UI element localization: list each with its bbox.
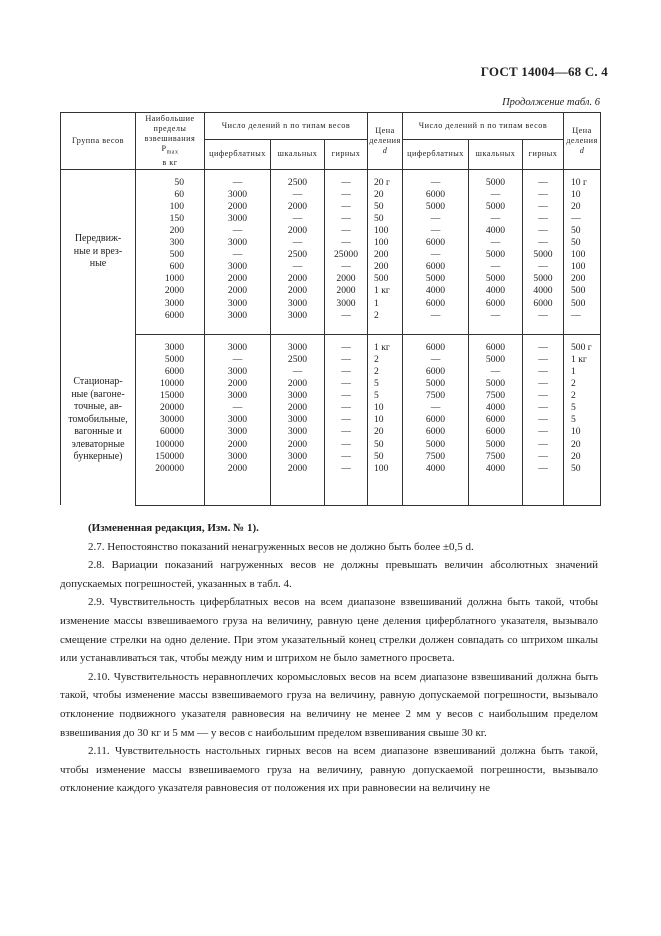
table-cell: 100 <box>368 237 403 249</box>
header-dial-a: циферблатных <box>205 140 271 170</box>
table-cell: 2000 <box>271 273 325 285</box>
table-cell: — <box>271 213 325 225</box>
table-cell: — <box>205 249 271 261</box>
table-cell: 3000 <box>205 189 271 201</box>
table-cell: 5000 <box>403 378 469 390</box>
table-cell: 5 <box>368 378 403 390</box>
table-row <box>61 378 601 390</box>
table-cell: 20000 <box>136 402 205 414</box>
table-cell: 6000 <box>403 426 469 438</box>
table-cell: 2000 <box>205 439 271 451</box>
table-cell: 25000 <box>325 249 368 261</box>
table-row <box>61 189 601 201</box>
table-cell: 2000 <box>271 225 325 237</box>
table-cell: 500 г <box>564 342 601 354</box>
table-cell: 2000 <box>205 201 271 213</box>
table-cell: 5000 <box>403 201 469 213</box>
table-cell: — <box>325 225 368 237</box>
table-cell: 50 <box>368 213 403 225</box>
table-cell: — <box>271 189 325 201</box>
table-cell: — <box>325 439 368 451</box>
table-cell: 6000 <box>403 261 469 273</box>
table-cell: — <box>325 366 368 378</box>
table-cell: 10 <box>368 402 403 414</box>
table-cell: 2 <box>368 354 403 366</box>
table-cell: 10 <box>368 414 403 426</box>
table-cell: — <box>523 177 564 189</box>
table-cell: — <box>523 390 564 402</box>
table-row <box>61 439 601 451</box>
table-cell: 1 <box>564 366 601 378</box>
spacer-row <box>61 169 601 177</box>
table-cell: — <box>564 310 601 322</box>
table-cell: 2500 <box>271 354 325 366</box>
table-cell: — <box>271 366 325 378</box>
table-cell: 4000 <box>523 285 564 297</box>
table-cell: 20 <box>564 451 601 463</box>
table-cell: — <box>523 426 564 438</box>
table-body <box>61 169 601 505</box>
table-cell: — <box>523 463 564 475</box>
table-cell: 3000 <box>205 237 271 249</box>
table-cell: 3000 <box>205 366 271 378</box>
table-cell: 20 <box>564 201 601 213</box>
page-header: ГОСТ 14004—68 С. 4 <box>480 64 608 79</box>
table-cell: 2500 <box>271 249 325 261</box>
table-cell: 5000 <box>469 201 523 213</box>
header-dial-b: циферблатных <box>403 140 469 170</box>
table-cell: 200 <box>368 249 403 261</box>
table-cell: — <box>403 213 469 225</box>
table-cell: — <box>469 261 523 273</box>
table-cell: 60 <box>136 189 205 201</box>
table-cell: 500 <box>136 249 205 261</box>
table-cell: 150 <box>136 213 205 225</box>
table-cell: 50 <box>564 237 601 249</box>
table-cell: 5000 <box>469 354 523 366</box>
table-cell: 1 кг <box>368 342 403 354</box>
edition-note: (Измененная редакция, Изм. № 1). <box>88 522 259 534</box>
table-row <box>61 414 601 426</box>
table-cell: 2000 <box>271 402 325 414</box>
group-cell: Стационар- ные (вагоне- точные, ав- томобильные, вагонные и элеваторные бункерные) <box>61 334 136 505</box>
table-cell: — <box>523 213 564 225</box>
table-cell: — <box>403 310 469 322</box>
header-weight-a: гирных <box>325 140 368 170</box>
table-cell: 3000 <box>271 310 325 322</box>
group-cell: Передвиж- ные и врез- ные <box>61 169 136 334</box>
table-cell: 200 <box>368 261 403 273</box>
table-cell: 50 <box>136 177 205 189</box>
table-cell: 2000 <box>271 378 325 390</box>
table-cell: 2000 <box>136 285 205 297</box>
table-cell: — <box>205 354 271 366</box>
table-cell: — <box>325 201 368 213</box>
table-cell: 2 <box>368 310 403 322</box>
table-cell: 200 <box>136 225 205 237</box>
table-cell: 100 <box>368 463 403 475</box>
table-cell: 6000 <box>403 342 469 354</box>
table-cell: — <box>325 463 368 475</box>
table-cell: 4000 <box>403 285 469 297</box>
table-cell: 2 <box>564 378 601 390</box>
table-cell: 15000 <box>136 390 205 402</box>
header-weight-b: гирных <box>523 140 564 170</box>
table-cell: 50 <box>368 451 403 463</box>
table-cell: 100 <box>564 249 601 261</box>
header-price-a: Цена деления d <box>368 113 403 170</box>
table-cell: 300 <box>136 237 205 249</box>
table-cell: 7500 <box>403 390 469 402</box>
table-cell: — <box>523 354 564 366</box>
paragraph-2-10: 2.10. Чувствительность неравноплечих коромысловых весов на всем диапазоне взвешиваний должна быть такой, чтобы изменение массы взвешиваемого груза на величину, равную допускаемой погрешности, вызывало отклонение подвижного указателя равновесия на величину не менее 2 мм у весов с наибольшим пределом взвешивания до 30 кг и 5 мм — у весов с наибольшим пределом взвешивания свыше 30 кг. <box>60 670 598 739</box>
table-cell: 5 <box>368 390 403 402</box>
table-cell: 6000 <box>403 189 469 201</box>
table-cell: — <box>325 414 368 426</box>
table-cell: 3000 <box>136 342 205 354</box>
table-cell: 20 <box>564 439 601 451</box>
table-cell: 30000 <box>136 414 205 426</box>
table-cell: 5000 <box>469 273 523 285</box>
table-cell: 600 <box>136 261 205 273</box>
table-cell: 6000 <box>469 342 523 354</box>
table-cell: — <box>325 451 368 463</box>
table-cell: 6000 <box>403 298 469 310</box>
table-cell: 2 <box>564 390 601 402</box>
table-cell: 5000 <box>403 273 469 285</box>
table-cell: 10 <box>564 426 601 438</box>
table-row <box>61 285 601 297</box>
table-cell: 6000 <box>136 310 205 322</box>
table-cell: 1 <box>368 298 403 310</box>
table-cell: — <box>403 225 469 237</box>
table-cell: 5 <box>564 414 601 426</box>
table-cell: 4000 <box>403 463 469 475</box>
table-cell: 2000 <box>271 463 325 475</box>
table-cell: — <box>403 354 469 366</box>
table-row <box>61 225 601 237</box>
table-cell: — <box>325 310 368 322</box>
table-cell: — <box>403 177 469 189</box>
table-cell: — <box>469 310 523 322</box>
table-cell: 3000 <box>205 298 271 310</box>
table-cell: — <box>469 213 523 225</box>
table-cell: 20 <box>368 426 403 438</box>
table-cell: 3000 <box>271 390 325 402</box>
table-row <box>61 390 601 402</box>
table-cell: 4000 <box>469 463 523 475</box>
table-cell: 2500 <box>271 177 325 189</box>
header-scale-b: шкальных <box>469 140 523 170</box>
table-cell: 150000 <box>136 451 205 463</box>
table-cell: 2000 <box>271 439 325 451</box>
header-limits: Наибольшие пределы взвешивания $P_{max}$ в кг <box>136 113 205 170</box>
table-cell: 1 кг <box>368 285 403 297</box>
table-cell: 10 <box>564 189 601 201</box>
table-cell: 3000 <box>271 414 325 426</box>
table-cell: 4000 <box>469 225 523 237</box>
table-cell: 100 <box>368 225 403 237</box>
table-cell: — <box>271 261 325 273</box>
table-cell: 20 г <box>368 177 403 189</box>
body-text <box>60 519 598 798</box>
table-cell: — <box>325 177 368 189</box>
table-row <box>61 298 601 310</box>
table-cell: 3000 <box>271 298 325 310</box>
table-cell: 7500 <box>469 451 523 463</box>
table-cell: 6000 <box>469 414 523 426</box>
table-cell: 3000 <box>205 213 271 225</box>
table-cell: 50 <box>564 463 601 475</box>
table-cell: — <box>325 342 368 354</box>
table-row <box>61 213 601 225</box>
table-cell: 1 кг <box>564 354 601 366</box>
table-cell: — <box>325 390 368 402</box>
table-cell: 3000 <box>325 298 368 310</box>
table-cell: 5000 <box>523 273 564 285</box>
table-cell: — <box>564 213 601 225</box>
table-row <box>61 451 601 463</box>
header-group: Группа весов <box>61 113 136 170</box>
table-cell: — <box>523 402 564 414</box>
table-row <box>61 463 601 475</box>
table-cell: 7500 <box>403 451 469 463</box>
table-cell: — <box>403 249 469 261</box>
table-cell: 3000 <box>205 414 271 426</box>
table-cell: 500 <box>368 273 403 285</box>
table-cell: 100000 <box>136 439 205 451</box>
table-cell: 3000 <box>205 426 271 438</box>
table-cell: 3000 <box>205 390 271 402</box>
table-cell: — <box>523 225 564 237</box>
table-cell: 60000 <box>136 426 205 438</box>
table-cell: — <box>469 237 523 249</box>
spacer-row <box>61 475 601 506</box>
table-cell: 3000 <box>205 310 271 322</box>
table-cell: 5000 <box>469 439 523 451</box>
table-cell: — <box>523 201 564 213</box>
table-row <box>61 237 601 249</box>
table-row <box>61 249 601 261</box>
table-cell: — <box>271 237 325 249</box>
header-scale-a: шкальных <box>271 140 325 170</box>
table-cell: 3000 <box>271 426 325 438</box>
table-row <box>61 273 601 285</box>
table-cell: 5 <box>564 402 601 414</box>
table-cell: — <box>325 189 368 201</box>
paragraph-2-8: 2.8. Вариации показаний нагруженных весов не должны превышать величин абсолютных значений допускаемых погрешностей, указанных в табл. 4. <box>60 559 598 590</box>
table-cell: 5000 <box>136 354 205 366</box>
table-cell: 7500 <box>469 390 523 402</box>
table-cell: 2 <box>368 366 403 378</box>
table-row <box>61 366 601 378</box>
table-cell: — <box>205 177 271 189</box>
table-cell: — <box>325 237 368 249</box>
table-cell: 2000 <box>205 285 271 297</box>
table-cell: 1000 <box>136 273 205 285</box>
table-cell: 6000 <box>523 298 564 310</box>
table-cell: — <box>403 402 469 414</box>
table-cell: — <box>325 402 368 414</box>
header-price-b: Цена деления d <box>564 113 601 170</box>
table-cell: — <box>325 261 368 273</box>
table-cell: 4000 <box>469 402 523 414</box>
table-row <box>61 201 601 213</box>
table-cell: — <box>205 225 271 237</box>
table-cell: — <box>523 342 564 354</box>
table-cell: — <box>523 310 564 322</box>
paragraph-2-9: 2.9. Чувствительность циферблатных весов на всем диапазоне взвешиваний должна быть такой, чтобы изменение массы взвешиваемого груза на величину, равную цене деления циферблатного указателя, вызывало смещение стрелки на одно деление. При этом указательный конец стрелки должен совпадать со штрихом шкалы или устанавливаться так, чтобы между ним и штрихом не было заметного просвета. <box>60 596 598 665</box>
table-cell: — <box>205 402 271 414</box>
table-cell: 3000 <box>271 342 325 354</box>
data-table <box>60 112 601 506</box>
header-count-b: Число делений n по типам весов <box>403 113 564 140</box>
table-cell: — <box>523 261 564 273</box>
table-cell: 200 <box>564 273 601 285</box>
table-cell: 6000 <box>403 237 469 249</box>
table-cell: — <box>325 378 368 390</box>
table-cell: 6000 <box>136 366 205 378</box>
table-cell: 10000 <box>136 378 205 390</box>
table-cell: 50 <box>564 225 601 237</box>
table-cell: 3000 <box>136 298 205 310</box>
table-cell: 200000 <box>136 463 205 475</box>
table-cell: 100 <box>136 201 205 213</box>
table-cell: 500 <box>564 285 601 297</box>
table-cell: 4000 <box>469 285 523 297</box>
table-cell: 100 <box>564 261 601 273</box>
table-cell: 2000 <box>325 273 368 285</box>
table-cell: 2000 <box>205 273 271 285</box>
table-cell: 2000 <box>325 285 368 297</box>
table-cell: 5000 <box>469 249 523 261</box>
table-cell: — <box>469 189 523 201</box>
table-row <box>61 261 601 273</box>
table-cell: 5000 <box>469 378 523 390</box>
spacer-row <box>61 334 601 342</box>
table-cell: 10 г <box>564 177 601 189</box>
paragraph-2-11: 2.11. Чувствительность настольных гирных весов на всем диапазоне взвешиваний должна быть такой, чтобы изменение массы взвешиваемого груза на величину, равную допускаемой погрешности, вызывало отклонение каждого указателя равновесия от положения их при равновесии на величину не <box>60 745 598 795</box>
table-cell: — <box>523 378 564 390</box>
table-cell: 3000 <box>205 342 271 354</box>
table-cell: 5000 <box>403 439 469 451</box>
table-cell: 2000 <box>271 201 325 213</box>
table-cell: 6000 <box>469 426 523 438</box>
table-cell: 6000 <box>469 298 523 310</box>
table-cell: 500 <box>564 298 601 310</box>
table-cell: — <box>325 213 368 225</box>
table-cell: — <box>469 366 523 378</box>
table-row <box>61 354 601 366</box>
paragraph-2-7: 2.7. Непостоянство показаний ненагруженных весов не должно быть более ±0,5 d. <box>88 540 474 553</box>
spacer-row <box>61 322 601 335</box>
table-row <box>61 177 601 189</box>
table-row <box>61 426 601 438</box>
table-cell: — <box>523 414 564 426</box>
table-cell: 2000 <box>205 463 271 475</box>
table-cell: — <box>325 354 368 366</box>
table-cell: 5000 <box>469 177 523 189</box>
table-cell: 3000 <box>205 261 271 273</box>
table-row <box>61 342 601 354</box>
table-cell: 3000 <box>271 451 325 463</box>
table-cell: 5000 <box>523 249 564 261</box>
table-cell: — <box>523 451 564 463</box>
table-cell: 6000 <box>403 414 469 426</box>
table-cell: 3000 <box>205 451 271 463</box>
table-cell: 6000 <box>403 366 469 378</box>
table-cell: — <box>523 366 564 378</box>
table-cell: — <box>523 237 564 249</box>
table-cell: 2000 <box>205 378 271 390</box>
table-cell: 2000 <box>271 285 325 297</box>
table-cell: 50 <box>368 439 403 451</box>
header-count-a: Число делений n по типам весов <box>205 113 368 140</box>
table-cell: — <box>523 189 564 201</box>
table-cell: — <box>523 439 564 451</box>
table-row <box>61 402 601 414</box>
table-cell: — <box>325 426 368 438</box>
table-caption: Продолжение табл. 6 <box>502 97 600 108</box>
table-row <box>61 310 601 322</box>
table-cell: 20 <box>368 189 403 201</box>
table-cell: 50 <box>368 201 403 213</box>
